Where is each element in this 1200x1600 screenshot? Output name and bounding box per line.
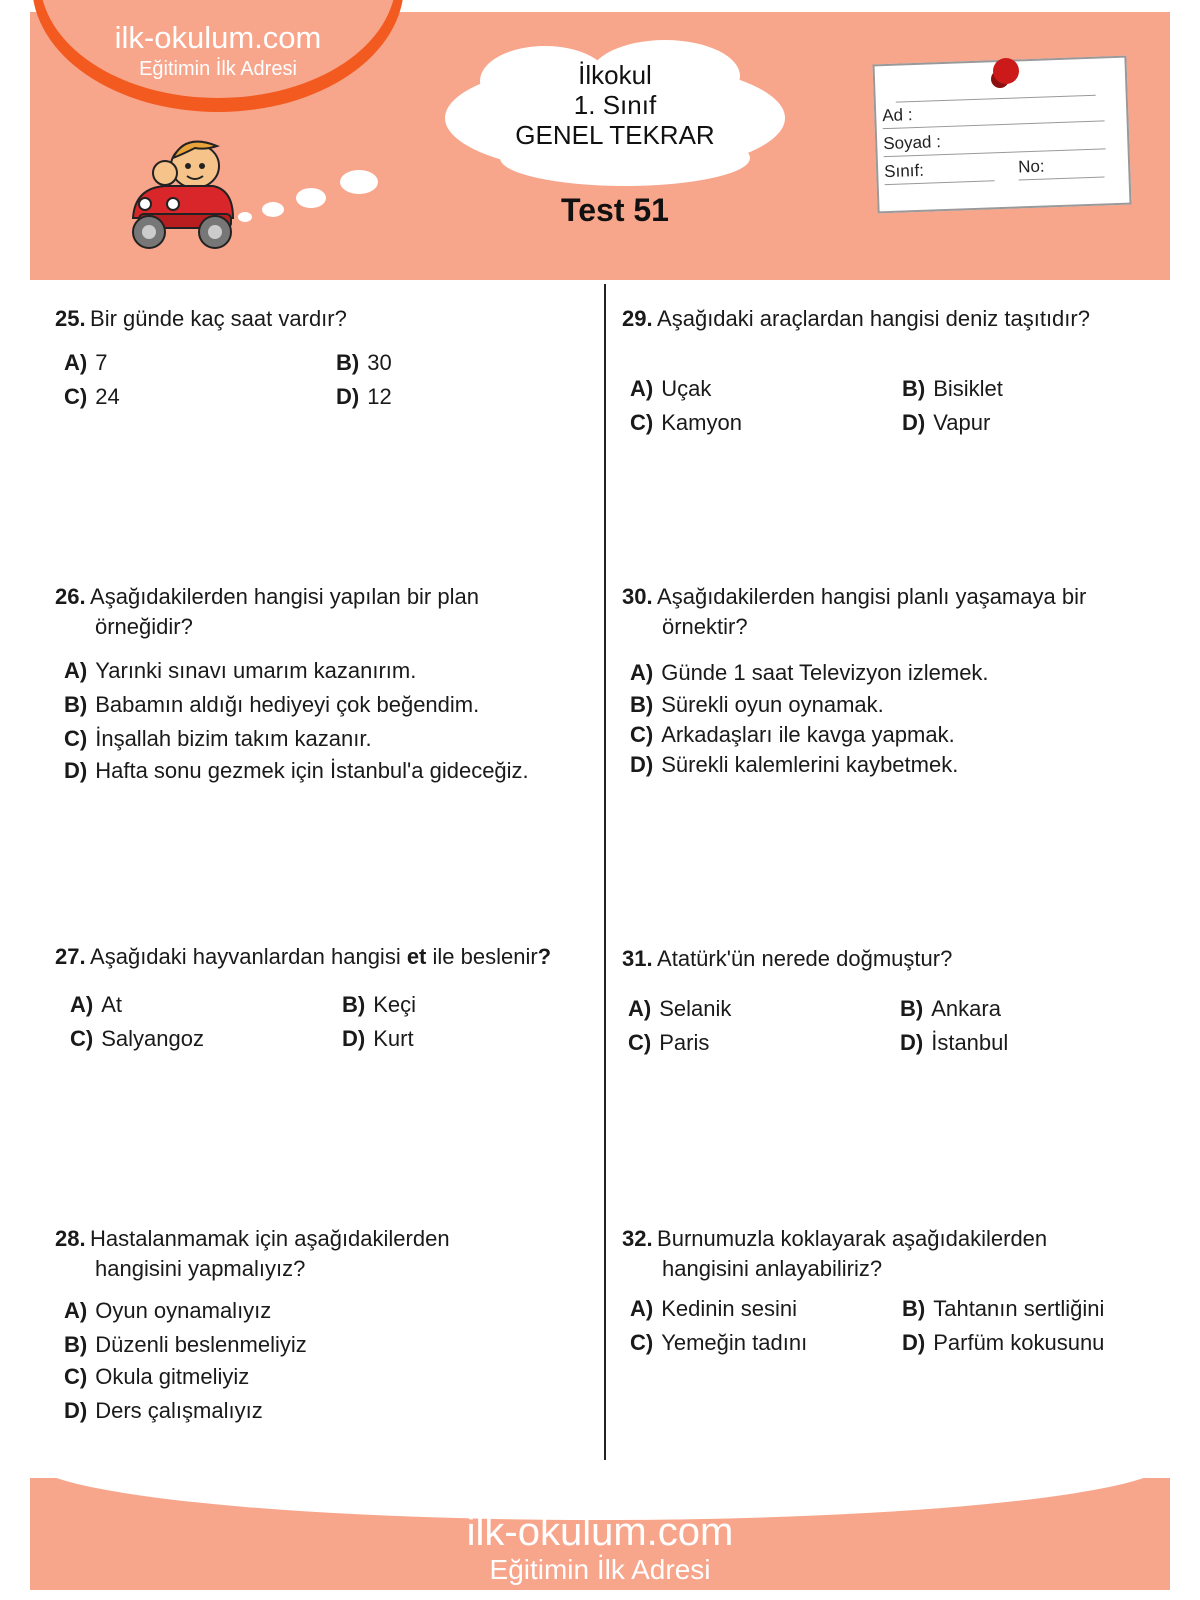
option-label: C): [630, 410, 654, 435]
number-label: No:: [1017, 156, 1045, 177]
option-d[interactable]: [64, 1398, 263, 1424]
cloud-bubble: [340, 170, 378, 194]
option-label: C): [630, 722, 654, 747]
option-label: B): [902, 1296, 926, 1321]
site-logo-text[interactable]: ilk-okulum.com: [114, 20, 322, 55]
question-text: Aşağıdakilerden hangisi planlı yaşamaya bir: [657, 584, 1087, 609]
option-text: Kamyon: [661, 410, 742, 435]
column-divider: [604, 284, 606, 1460]
question-26: [55, 584, 479, 610]
option-label: B): [342, 992, 366, 1017]
option-text: Oyun oynamalıyız: [95, 1298, 272, 1323]
site-slogan: Eğitimin İlk Adresi: [139, 58, 297, 80]
option-text: Paris: [659, 1030, 710, 1055]
question-30: [622, 584, 1086, 610]
option-label: C): [70, 1026, 94, 1051]
question-text: Aşağıdakilerden hangisi yapılan bir plan: [90, 584, 479, 609]
option-label: C): [64, 384, 88, 409]
question-32: [622, 1226, 1047, 1252]
footer-slogan: Eğitimin İlk Adresi: [489, 1554, 711, 1585]
question-text-continued: örnektir?: [662, 614, 748, 639]
option-label: A): [628, 996, 652, 1021]
surname-label: Soyad :: [882, 132, 942, 154]
option-text: İnşallah bizim takım kazanır.: [95, 726, 372, 751]
option-c[interactable]: [70, 1026, 204, 1052]
option-label: B): [900, 996, 924, 1021]
option-label: A): [630, 1296, 654, 1321]
question-number: 28.: [55, 1226, 86, 1251]
name-field[interactable]: [883, 120, 1105, 129]
option-c[interactable]: [64, 384, 120, 410]
question-number: 26.: [55, 584, 86, 609]
option-label: D): [900, 1030, 924, 1055]
option-label: D): [64, 1398, 88, 1423]
option-label: A): [630, 660, 654, 685]
car-icon: [125, 128, 240, 253]
option-a[interactable]: [630, 660, 989, 686]
option-label: C): [64, 1364, 88, 1389]
option-c[interactable]: [628, 1030, 709, 1056]
question-25: [55, 306, 347, 332]
option-b[interactable]: [902, 376, 1003, 402]
option-c[interactable]: [64, 726, 372, 752]
question-number: 32.: [622, 1226, 653, 1251]
question-number: 29.: [622, 306, 653, 331]
option-b[interactable]: [630, 692, 884, 718]
question-text-continued: hangisini yapmalıyız?: [95, 1256, 306, 1281]
option-text: Selanik: [659, 996, 732, 1021]
option-label: A): [64, 350, 88, 375]
question-keyword: et: [406, 944, 427, 969]
question-text-continued: hangisini anlayabiliriz?: [662, 1256, 883, 1281]
option-label: D): [336, 384, 360, 409]
class-label: Sınıf:: [883, 160, 925, 182]
question-28: [55, 1226, 450, 1252]
cloud-bubble: [238, 212, 252, 222]
option-text: 30: [367, 350, 392, 375]
option-text: Salyangoz: [101, 1026, 204, 1051]
option-b[interactable]: [64, 1332, 307, 1358]
option-label: A): [630, 376, 654, 401]
option-b[interactable]: [64, 692, 479, 718]
question-text: Atatürk'ün nerede doğmuştur?: [657, 946, 953, 971]
option-label: A): [70, 992, 94, 1017]
option-label: D): [630, 752, 654, 777]
option-a[interactable]: [628, 996, 731, 1022]
question-number: 27.: [55, 944, 86, 969]
option-label: C): [628, 1030, 652, 1055]
name-label: Ad :: [881, 105, 913, 126]
option-a[interactable]: [64, 658, 416, 684]
question-29: [622, 306, 1090, 332]
option-label: D): [342, 1026, 366, 1051]
option-b[interactable]: [336, 350, 392, 376]
option-text: Kedinin sesini: [661, 1296, 797, 1321]
option-text: Parfüm kokusunu: [933, 1330, 1105, 1355]
question-mark: ?: [537, 944, 552, 969]
option-text: Tahtanın sertliğini: [933, 1296, 1105, 1321]
option-d[interactable]: [902, 1330, 1104, 1356]
question-text-end: ile beslenir: [426, 944, 538, 969]
option-a[interactable]: [630, 1296, 797, 1322]
option-text: Keçi: [373, 992, 417, 1017]
option-d[interactable]: [900, 1030, 1008, 1056]
option-label: D): [64, 758, 88, 783]
question-27: [55, 944, 551, 970]
option-label: C): [630, 1330, 654, 1355]
subject-label: GENEL TEKRAR: [515, 120, 715, 150]
cloud-bubble: [262, 202, 284, 217]
option-text: 7: [95, 350, 108, 375]
option-label: A): [64, 658, 88, 683]
option-text: 12: [367, 384, 392, 409]
question-number: 25.: [55, 306, 86, 331]
option-label: B): [64, 692, 88, 717]
option-c[interactable]: [630, 722, 955, 748]
option-text: Ankara: [931, 996, 1001, 1021]
option-text: 24: [95, 384, 120, 409]
cloud-bubble: [296, 188, 326, 208]
footer-site-link[interactable]: ilk-okulum.com: [466, 1510, 734, 1554]
option-text: Ders çalışmalıyız: [95, 1398, 263, 1423]
option-label: B): [630, 692, 654, 717]
option-a[interactable]: [70, 992, 122, 1018]
question-number: 30.: [622, 584, 653, 609]
option-text: Kurt: [373, 1026, 414, 1051]
option-d[interactable]: [342, 1026, 414, 1052]
option-a[interactable]: [64, 1298, 271, 1324]
option-text: İstanbul: [931, 1030, 1009, 1055]
option-text: Yemeğin tadını: [661, 1330, 808, 1355]
option-label: C): [64, 726, 88, 751]
option-c[interactable]: [630, 1330, 807, 1356]
question-text: Hastalanmamak için aşağıdakilerden: [90, 1226, 450, 1251]
option-text: Vapur: [933, 410, 991, 435]
option-text: Hafta sonu gezmek için İstanbul'a gideceğiz.: [95, 758, 529, 783]
option-label: D): [902, 410, 926, 435]
number-field[interactable]: [1019, 176, 1105, 180]
question-31: [622, 946, 952, 972]
option-a[interactable]: [630, 376, 711, 402]
question-text: Aşağıdaki araçlardan hangisi deniz taşıtıdır?: [657, 306, 1090, 331]
grade-label: 1. Sınıf: [573, 90, 657, 120]
option-text: Yarınki sınavı umarım kazanırım.: [95, 658, 417, 683]
test-title: Test 51: [561, 192, 669, 228]
option-b[interactable]: [902, 1296, 1104, 1322]
question-text: Bir günde kaç saat vardır?: [90, 306, 347, 331]
option-b[interactable]: [900, 996, 1001, 1022]
option-text: Okula gitmeliyiz: [95, 1364, 250, 1389]
option-label: A): [64, 1298, 88, 1323]
question-text-continued: örneğidir?: [95, 614, 193, 639]
option-a[interactable]: [64, 350, 107, 376]
option-text: Bisiklet: [933, 376, 1003, 401]
option-d[interactable]: [336, 384, 392, 410]
option-label: D): [902, 1330, 926, 1355]
option-text: Günde 1 saat Televizyon izlemek.: [661, 660, 989, 685]
option-d[interactable]: [64, 758, 529, 784]
option-text: Babamın aldığı hediyeyi çok beğendim.: [95, 692, 480, 717]
card-line: [896, 95, 1096, 103]
option-c[interactable]: [64, 1364, 249, 1390]
option-b[interactable]: [342, 992, 416, 1018]
option-label: B): [64, 1332, 88, 1357]
option-text: Uçak: [661, 376, 712, 401]
option-text: Sürekli oyun oynamak.: [661, 692, 884, 717]
option-text: At: [101, 992, 123, 1017]
question-text: Burnumuzla koklayarak aşağıdakilerden: [657, 1226, 1048, 1251]
option-text: Sürekli kalemlerini kaybetmek.: [661, 752, 959, 777]
question-number: 31.: [622, 946, 653, 971]
option-text: Arkadaşları ile kavga yapmak.: [661, 722, 955, 747]
option-d[interactable]: [630, 752, 958, 778]
option-label: B): [336, 350, 360, 375]
level-label: İlkokul: [578, 60, 652, 90]
question-text: Aşağıdaki hayvanlardan hangisi: [90, 944, 407, 969]
option-d[interactable]: [902, 410, 990, 436]
option-text: Düzenli beslenmeliyiz: [95, 1332, 307, 1357]
option-c[interactable]: [630, 410, 742, 436]
push-pin-icon: [993, 58, 1019, 84]
option-label: B): [902, 376, 926, 401]
